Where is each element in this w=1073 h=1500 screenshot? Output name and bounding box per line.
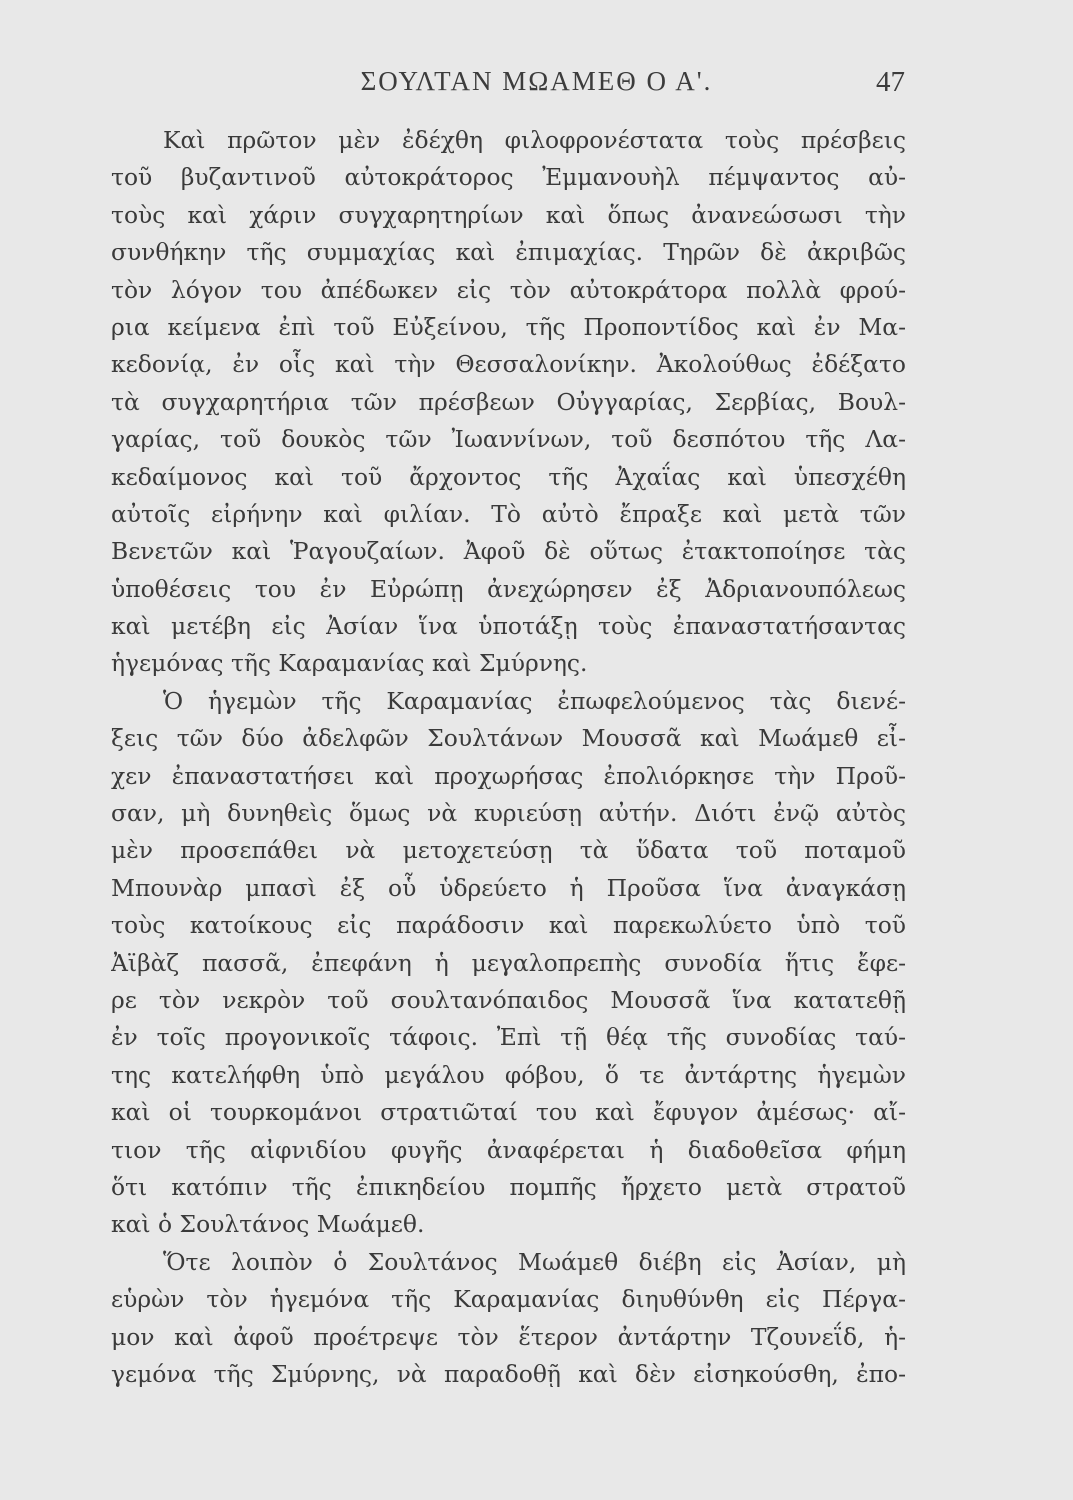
text-line: συνθήκην τῆς συμμαχίας καὶ ἐπιμαχίας. Τηρῶν δὲ ἀκριβῶς <box>111 238 906 267</box>
text-line: Ἀϊβὰζ πασσᾶ, ἐπεφάνη ἡ μεγαλοπρεπὴς συνοδία ἥτις ἔφε- <box>111 948 906 977</box>
text-line: χεν ἐπαναστατήσει καὶ προχωρήσας ἐπολιόρκησε τὴν Προῦ- <box>111 761 906 790</box>
text-line: κεδαίμονος καὶ τοῦ ἄρχοντος τῆς Ἀχαΐας καὶ ὑπεσχέθη <box>111 462 906 491</box>
body-text <box>111 122 906 1393</box>
text-line: σαν, μὴ δυνηθεὶς ὅμως νὰ κυριεύσῃ αὐτήν. Διότι ἐνῷ αὐτὸς <box>111 799 906 828</box>
text-line: γεμόνα τῆς Σμύρνης, νὰ παραδοθῇ καὶ δὲν εἰσηκούσθη, ἐπο- <box>111 1359 906 1388</box>
page-number: 47 <box>876 66 905 98</box>
text-line: αὐτοῖς εἰρήνην καὶ φιλίαν. Τὸ αὐτὸ ἔπραξε καὶ μετὰ τῶν <box>111 499 906 528</box>
text-line: καὶ μετέβη εἰς Ἀσίαν ἵνα ὑποτάξῃ τοὺς ἐπαναστατήσαντας <box>111 612 906 641</box>
text-line: ρια κείμενα ἐπὶ τοῦ Εὐξείνου, τῆς Προποντίδος καὶ ἐν Μα- <box>111 312 906 341</box>
text-line: ἐν τοῖς προγονικοῖς τάφοις. Ἐπὶ τῇ θέᾳ τῆς συνοδίας ταύ- <box>111 1023 906 1052</box>
text-line: ὅτι κατόπιν τῆς ἐπικηδείου πομπῆς ἤρχετο μετὰ στρατοῦ <box>111 1172 906 1201</box>
text-line: Καὶ πρῶτον μὲν ἐδέχθη φιλοφρονέστατα τοὺς πρέσβεις <box>163 126 906 154</box>
text-line: ὑποθέσεις του ἐν Εὐρώπῃ ἀνεχώρησεν ἐξ Ἀδριανουπόλεως <box>111 574 906 603</box>
text-line: μὲν προσεπάθει νὰ μετοχετεύσῃ τὰ ὕδατα τοῦ ποταμοῦ <box>111 836 906 865</box>
text-line: Βενετῶν καὶ Ῥαγουζαίων. Ἀφοῦ δὲ οὕτως ἐτακτοποίησε τὰς <box>111 537 906 566</box>
text-line: ξεις τῶν δύο ἀδελφῶν Σουλτάνων Μουσσᾶ καὶ Μωάμεθ εἶ- <box>111 724 906 753</box>
text-line: τιον τῆς αἰφνιδίου φυγῆς ἀναφέρεται ἡ διαδοθεῖσα φήμη <box>111 1135 906 1164</box>
running-header <box>0 66 1073 116</box>
text-line: τὰ συγχαρητήρια τῶν πρέσβεων Οὐγγαρίας, Σερβίας, Βουλ- <box>111 387 906 416</box>
text-line: γαρίας, τοῦ δουκὸς τῶν Ἰωαννίνων, τοῦ δεσπότου τῆς Λα- <box>111 425 906 454</box>
text-line: ρε τὸν νεκρὸν τοῦ σουλτανόπαιδος Μουσσᾶ ἵνα κατατεθῇ <box>111 985 906 1014</box>
text-line: τοὺς κατοίκους εἰς παράδοσιν καὶ παρεκωλύετο ὑπὸ τοῦ <box>111 911 906 940</box>
text-line: τοὺς καὶ χάριν συγχαρητηρίων καὶ ὅπως ἀνανεώσωσι τὴν <box>111 200 906 229</box>
text-line: κεδονίᾳ, ἐν οἷς καὶ τὴν Θεσσαλονίκην. Ἀκολούθως ἐδέξατο <box>111 350 906 379</box>
text-line: εὑρὼν τὸν ἡγεμόνα τῆς Καραμανίας διηυθύνθη εἰς Πέργα- <box>111 1285 906 1314</box>
text-line: Ὅτε λοιπὸν ὁ Σουλτάνος Μωάμεθ διέβη εἰς Ἀσίαν, μὴ <box>163 1247 906 1276</box>
running-title: ΣΟΥΛΤΑΝ ΜΩΑΜΕΘ Ο Α'. <box>360 66 713 96</box>
text-line: ἡγεμόνας τῆς Καραμανίας καὶ Σμύρνης. <box>111 649 588 678</box>
text-line: καὶ οἱ τουρκομάνοι στρατιῶταί του καὶ ἔφυγον ἀμέσως· αἴ- <box>111 1098 906 1127</box>
text-line: μον καὶ ἀφοῦ προέτρεψε τὸν ἕτερον ἀντάρτην Τζουνεΐδ, ἡ- <box>111 1322 906 1351</box>
text-line: Μπουνὰρ μπασὶ ἐξ οὗ ὑδρεύετο ἡ Προῦσα ἵνα ἀναγκάσῃ <box>111 873 906 902</box>
text-line: τοῦ βυζαντινοῦ αὐτοκράτορος Ἐμμανουὴλ πέμψαντος αὐ- <box>111 163 906 192</box>
text-line: Ὁ ἡγεμὼν τῆς Καραμανίας ἐπωφελούμενος τὰς διενέ- <box>163 686 906 715</box>
text-line: τὸν λόγον του ἀπέδωκεν εἰς τὸν αὐτοκράτορα πολλὰ φρού- <box>111 275 906 304</box>
text-line: της κατελήφθη ὑπὸ μεγάλου φόβου, ὅ τε ἀντάρτης ἡγεμὼν <box>111 1060 906 1089</box>
text-line: καὶ ὁ Σουλτάνος Μωάμεθ. <box>111 1210 425 1239</box>
